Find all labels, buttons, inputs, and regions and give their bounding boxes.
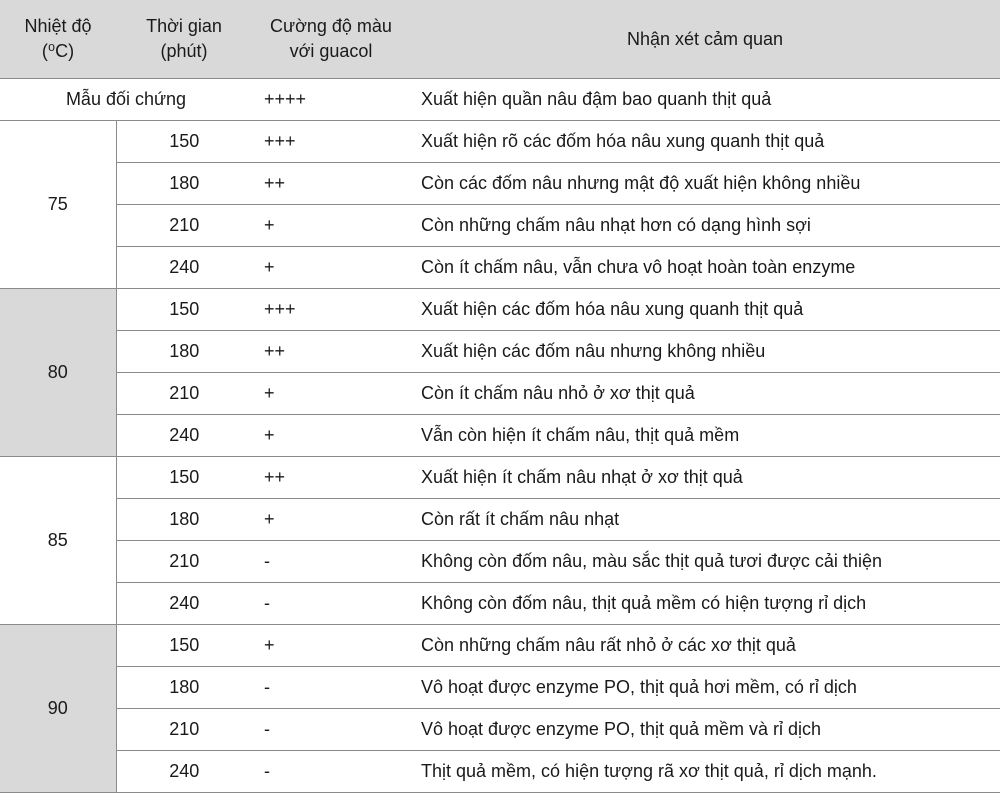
table-row xyxy=(0,709,1000,751)
intensity-cell: +++ xyxy=(252,121,410,163)
temperature-cell: 75 xyxy=(0,121,116,289)
time-cell: 240 xyxy=(116,583,252,625)
header-comment: Nhận xét cảm quan xyxy=(410,0,1000,79)
time-cell: 240 xyxy=(116,751,252,793)
time-cell: 180 xyxy=(116,331,252,373)
temperature-cell: 85 xyxy=(0,457,116,625)
comment-cell: Không còn đốm nâu, thịt quả mềm có hiện tượng rỉ dịch xyxy=(410,583,1000,625)
time-cell: 210 xyxy=(116,541,252,583)
comment-cell: Còn các đốm nâu nhưng mật độ xuất hiện không nhiều xyxy=(410,163,1000,205)
intensity-cell: + xyxy=(252,247,410,289)
table-row xyxy=(0,751,1000,793)
comment-cell: Còn những chấm nâu nhạt hơn có dạng hình sợi xyxy=(410,205,1000,247)
header-temperature-line2: (⁰C) xyxy=(41,41,75,61)
intensity-cell: ++ xyxy=(252,163,410,205)
time-cell: 240 xyxy=(116,415,252,457)
intensity-cell: ++ xyxy=(252,457,410,499)
intensity-cell: - xyxy=(252,751,410,793)
intensity-cell: ++ xyxy=(252,331,410,373)
intensity-cell: + xyxy=(252,205,410,247)
table-row xyxy=(0,667,1000,709)
header-intensity xyxy=(252,0,410,79)
table-row xyxy=(0,205,1000,247)
time-cell: 210 xyxy=(116,709,252,751)
comment-cell: Không còn đốm nâu, màu sắc thịt quả tươi được cải thiện xyxy=(410,541,1000,583)
intensity-cell: - xyxy=(252,541,410,583)
comment-cell: Vô hoạt được enzyme PO, thịt quả mềm và rỉ dịch xyxy=(410,709,1000,751)
time-cell: 150 xyxy=(116,457,252,499)
intensity-cell: +++ xyxy=(252,289,410,331)
time-cell: 150 xyxy=(116,121,252,163)
intensity-cell: - xyxy=(252,667,410,709)
table-row xyxy=(0,625,1000,667)
time-cell: 210 xyxy=(116,205,252,247)
header-time-line2: (phút) xyxy=(160,41,208,61)
time-cell: 150 xyxy=(116,625,252,667)
control-label: Mẫu đối chứng xyxy=(0,79,252,121)
table-row xyxy=(0,541,1000,583)
header-temperature-line1: Nhiệt độ xyxy=(24,16,92,36)
intensity-cell: - xyxy=(252,709,410,751)
header-time xyxy=(116,0,252,79)
header-row xyxy=(0,0,1000,79)
control-row xyxy=(0,79,1000,121)
intensity-cell: + xyxy=(252,373,410,415)
comment-cell: Xuất hiện các đốm hóa nâu xung quanh thịt quả xyxy=(410,289,1000,331)
comment-cell: Vô hoạt được enzyme PO, thịt quả hơi mềm, có rỉ dịch xyxy=(410,667,1000,709)
table-row xyxy=(0,121,1000,163)
header-temperature xyxy=(0,0,116,79)
header-time-line1: Thời gian xyxy=(146,16,222,36)
time-cell: 180 xyxy=(116,499,252,541)
comment-cell: Xuất hiện các đốm nâu nhưng không nhiều xyxy=(410,331,1000,373)
control-intensity: ++++ xyxy=(252,79,410,121)
comment-cell: Còn những chấm nâu rất nhỏ ở các xơ thịt quả xyxy=(410,625,1000,667)
temperature-cell: 90 xyxy=(0,625,116,793)
time-cell: 180 xyxy=(116,667,252,709)
time-cell: 180 xyxy=(116,163,252,205)
intensity-cell: + xyxy=(252,499,410,541)
comment-cell: Vẫn còn hiện ít chấm nâu, thịt quả mềm xyxy=(410,415,1000,457)
comment-cell: Xuất hiện rõ các đốm hóa nâu xung quanh thịt quả xyxy=(410,121,1000,163)
table-row xyxy=(0,247,1000,289)
table-row xyxy=(0,583,1000,625)
temperature-cell: 80 xyxy=(0,289,116,457)
intensity-cell: + xyxy=(252,415,410,457)
time-cell: 240 xyxy=(116,247,252,289)
comment-cell: Thịt quả mềm, có hiện tượng rã xơ thịt quả, rỉ dịch mạnh. xyxy=(410,751,1000,793)
intensity-cell: - xyxy=(252,583,410,625)
header-intensity-line2: với guacol xyxy=(289,41,373,61)
comment-cell: Xuất hiện ít chấm nâu nhạt ở xơ thịt quả xyxy=(410,457,1000,499)
time-cell: 150 xyxy=(116,289,252,331)
table-row xyxy=(0,163,1000,205)
intensity-cell: + xyxy=(252,625,410,667)
table-row xyxy=(0,373,1000,415)
header-intensity-line1: Cường độ màu xyxy=(270,16,392,36)
table-row xyxy=(0,331,1000,373)
comment-cell: Còn rất ít chấm nâu nhạt xyxy=(410,499,1000,541)
time-cell: 210 xyxy=(116,373,252,415)
table-row xyxy=(0,499,1000,541)
control-comment: Xuất hiện quần nâu đậm bao quanh thịt quả xyxy=(410,79,1000,121)
comment-cell: Còn ít chấm nâu, vẫn chưa vô hoạt hoàn toàn enzyme xyxy=(410,247,1000,289)
comment-cell: Còn ít chấm nâu nhỏ ở xơ thịt quả xyxy=(410,373,1000,415)
table-row xyxy=(0,289,1000,331)
table-row xyxy=(0,415,1000,457)
table-row xyxy=(0,457,1000,499)
